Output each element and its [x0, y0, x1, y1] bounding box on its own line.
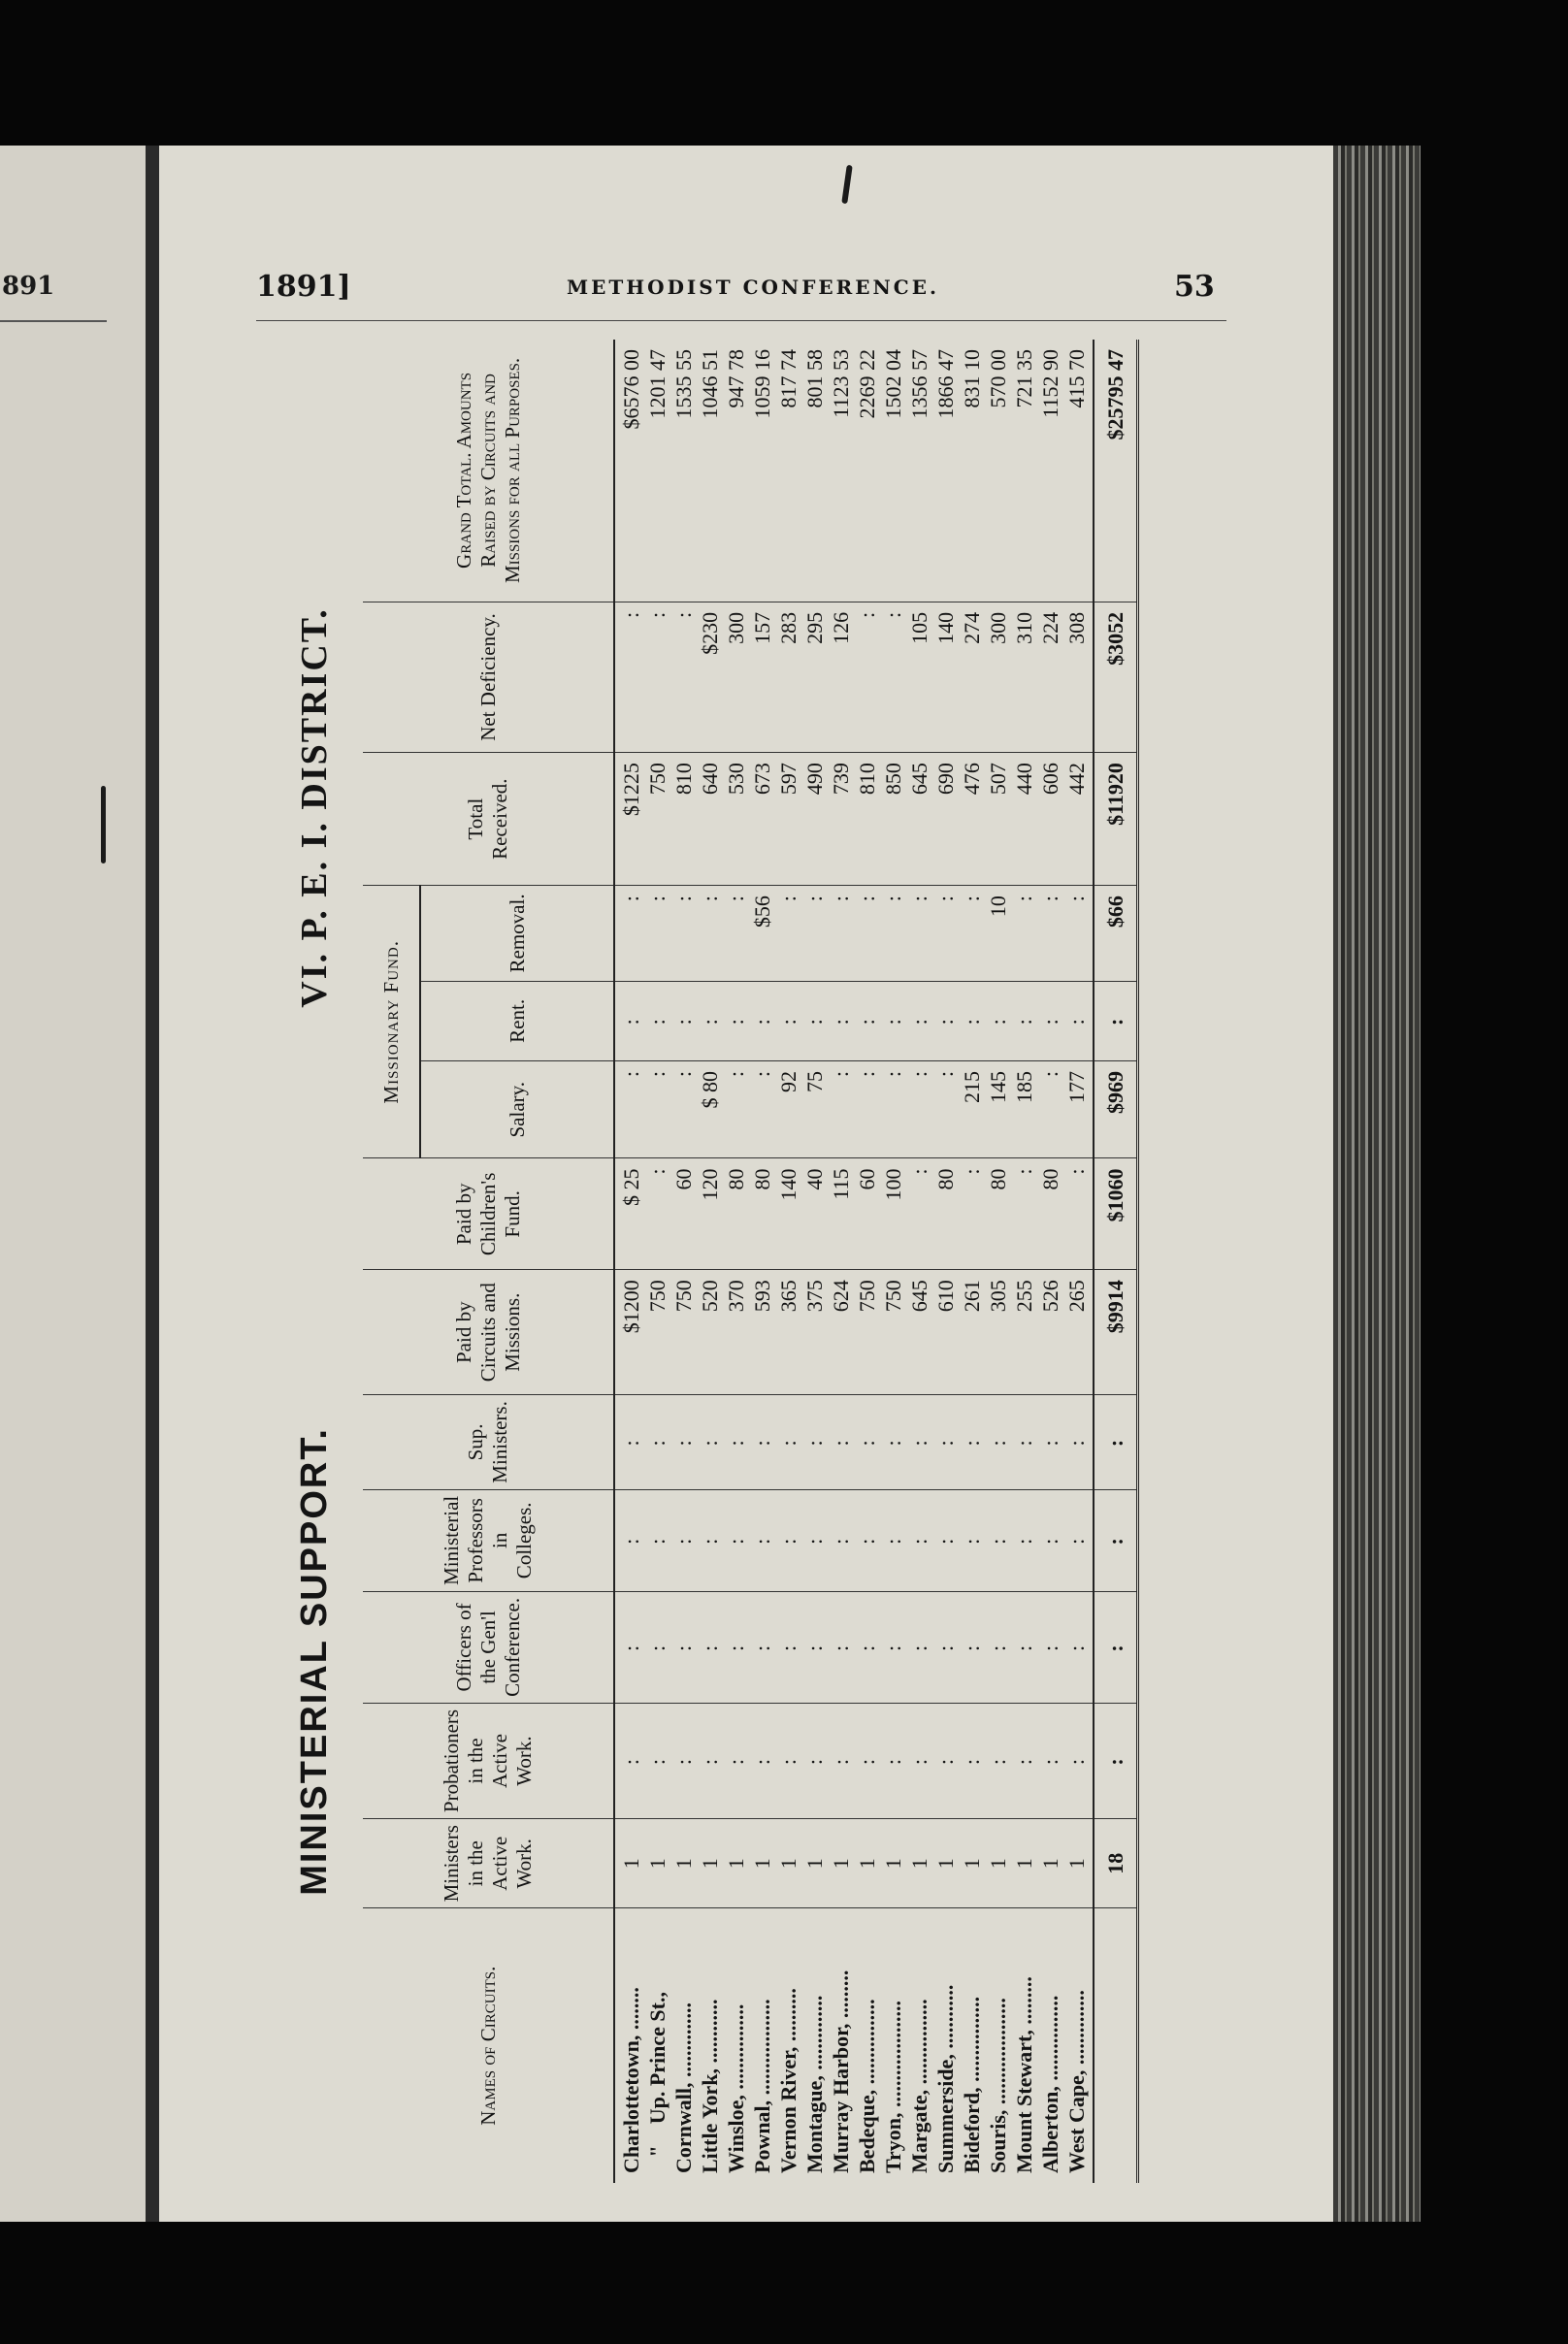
left-page-rule — [0, 320, 107, 322]
probationers-values: : : : : : : : : : : : : : : : : : : — [614, 1703, 1094, 1818]
net-deficiency-values: : : : $230 300 157 283 295 126 : : 105 140 274 300 310 224 308 — [614, 602, 1094, 752]
ministerial-support-table — [363, 340, 1139, 2183]
pen-mark — [101, 786, 106, 863]
sup-ministers-values: : : : : : : : : : : : : : : : : : : — [614, 1395, 1094, 1490]
book-gutter — [146, 146, 159, 2222]
col-header-officers: Officers of the Gen'l Conference. — [363, 1591, 614, 1703]
table-title-district: VI. P. E. I. DISTRICT. — [294, 607, 335, 1008]
total-professors: : — [1094, 1489, 1138, 1591]
totals-row — [1094, 340, 1138, 2183]
running-head-title: METHODIST CONFERENCE. — [567, 276, 939, 299]
running-head-rule — [256, 320, 1226, 321]
col-header-missionary-fund: Missionary Fund. — [363, 886, 420, 1158]
col-header-removal: Removal. — [420, 886, 614, 982]
col-header-professors: Ministerial Professors in Colleges. — [363, 1489, 614, 1591]
total-salary: $969 — [1094, 1060, 1138, 1157]
circuit-rows — [614, 340, 1094, 2183]
total-childrens-fund: $1060 — [1094, 1158, 1138, 1270]
total-total-received: $11920 — [1094, 753, 1138, 886]
paid-circuits-values: $1200 750 750 520 370 593 365 375 624 750 750 645 610 261 305 255 526 265 — [614, 1270, 1094, 1395]
left-page — [0, 146, 146, 2222]
col-header-paid-circuits: Paid by Circuits and Missions. — [363, 1270, 614, 1395]
childrens-fund-values: $ 25 : 60 120 80 80 140 40 115 60 100 : 80 : 80 : 80 : — [614, 1158, 1094, 1270]
col-header-sup-ministers: Sup. Ministers. — [363, 1395, 614, 1490]
salary-values: : : : $ 80 : : 92 75 : : : : : 215 145 185 : 177 — [614, 1060, 1094, 1157]
right-page — [159, 146, 1333, 2222]
running-head-year: 1891] — [256, 270, 351, 304]
total-received-values: $1225 750 810 640 530 673 597 490 739 810 850 645 690 476 507 440 606 442 — [614, 753, 1094, 886]
grand-total-values: $6576 00 1201 47 1535 55 1046 51 947 78 1059 16 817 74 801 58 1123 53 2269 22 1502 04 1356 57 1866 47 831 10 570 00 721 35 1152 90 415 70 — [614, 340, 1094, 602]
removal-values: : : : : : $56 : : : : : : : : 10 : : : — [614, 886, 1094, 982]
rent-values: : : : : : : : : : : : : : : : : : : — [614, 981, 1094, 1060]
col-header-probationers: Probationers in the Active Work. — [363, 1703, 614, 1818]
col-header-rent: Rent. — [420, 981, 614, 1060]
pen-mark — [841, 165, 853, 204]
circuit-names-list: Charlottetown, ........ " Up. Prince St., Cornwall, .............. Little York, ............ Winsloe, ................ Pownal, .................. Vernon River, .......... Montague, .............. Murray Harbor, ......... Bedeque, ................ Tryon, .................... Margate, ................ Summerside, ............ Bideford, ................ Souris, .................... Mount Stewart, ......... Alberton, ................ West Cape, .............. — [619, 1970, 1089, 2173]
total-ministers: 18 — [1094, 1819, 1138, 1908]
total-probationers: : — [1094, 1703, 1138, 1818]
col-header-net-deficiency: Net Deficiency. — [363, 602, 614, 752]
table-title — [285, 398, 343, 2105]
col-header-salary: Salary. — [420, 1060, 614, 1157]
col-header-ministers: Ministers in the Active Work. — [363, 1819, 614, 1908]
header-row — [363, 340, 420, 2183]
ministers-values: 1 1 1 1 1 1 1 1 1 1 1 1 1 1 1 1 1 1 — [614, 1819, 1094, 1908]
total-rent: : — [1094, 981, 1138, 1060]
col-header-childrens-fund: Paid by Children's Fund. — [363, 1158, 614, 1270]
total-grand-total: $25795 47 — [1094, 340, 1138, 602]
total-sup-ministers: : — [1094, 1395, 1138, 1490]
book-page-edges — [1333, 146, 1421, 2222]
running-head-page-number: 53 — [1174, 270, 1215, 304]
professors-values: : : : : : : : : : : : : : : : : : : — [614, 1489, 1094, 1591]
total-officers: : — [1094, 1591, 1138, 1703]
total-net-deficiency: $3052 — [1094, 602, 1138, 752]
left-page-number: 891 — [2, 272, 55, 301]
total-removal: $66 — [1094, 886, 1138, 982]
officers-values: : : : : : : : : : : : : : : : : : : — [614, 1591, 1094, 1703]
table-title-main: MINISTERIAL SUPPORT. — [293, 1427, 335, 1896]
totals-label-cell — [1094, 1908, 1138, 2183]
col-header-grand-total: Grand Total. Amounts Raised by Circuits and Missions for all Purposes. — [363, 340, 614, 602]
col-header-total-received: Total Received. — [363, 753, 614, 886]
ministerial-support-table-block — [285, 340, 1139, 2183]
col-header-names: Names of Circuits. — [363, 1908, 614, 2183]
total-paid-circuits: $9914 — [1094, 1270, 1138, 1395]
